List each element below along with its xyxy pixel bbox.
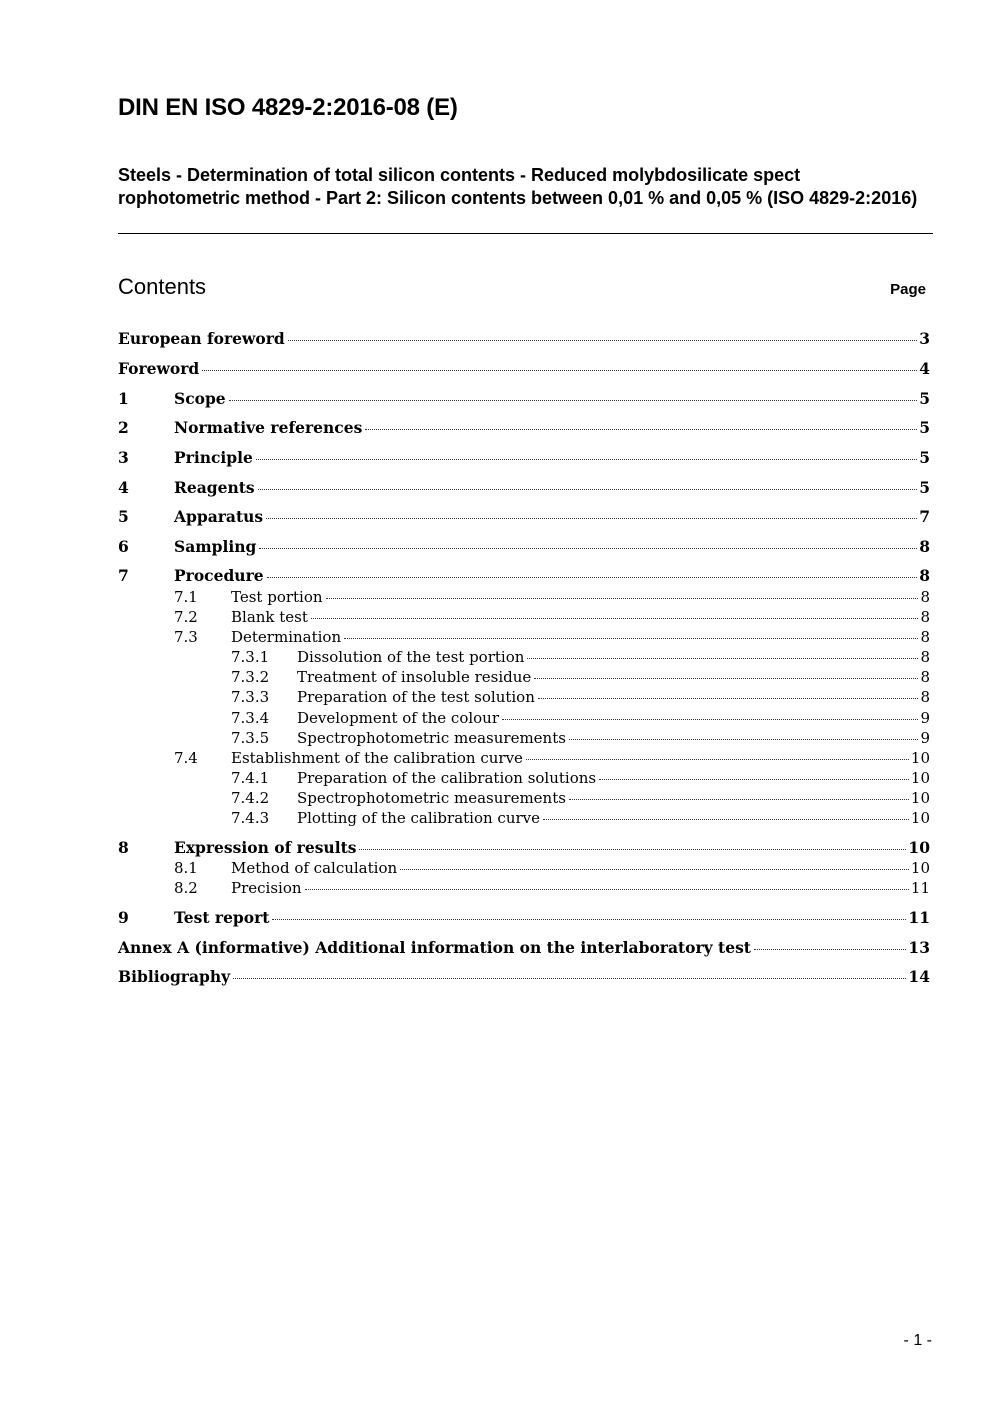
toc-entry-label: Plotting of the calibration curve bbox=[297, 809, 541, 827]
page-column-heading: Page bbox=[890, 281, 926, 298]
toc-entry-number: 8.1 bbox=[174, 859, 198, 877]
dot-leader bbox=[229, 400, 918, 401]
toc-entry-number: 7.3.5 bbox=[231, 729, 270, 747]
toc-subsubentry[interactable] bbox=[118, 728, 930, 748]
toc-entry-number: 7.4 bbox=[174, 749, 198, 767]
toc-entry-page: 8 bbox=[920, 688, 930, 706]
toc-entry-label: Dissolution of the test portion bbox=[297, 648, 525, 666]
toc-entry-label: Development of the colour bbox=[297, 709, 500, 727]
toc-entry-label: Principle bbox=[174, 448, 253, 467]
toc-entry-number: 2 bbox=[118, 418, 129, 437]
toc-entry-label: Expression of results bbox=[174, 838, 357, 857]
toc-subentry[interactable] bbox=[118, 627, 930, 647]
toc-entry-page: 10 bbox=[910, 809, 930, 827]
toc-entry-page: 11 bbox=[910, 879, 930, 897]
toc-entry-number: 1 bbox=[118, 389, 129, 408]
toc-entry-number: 7.4.1 bbox=[231, 769, 270, 787]
toc-entry-number: 8.2 bbox=[174, 879, 198, 897]
toc-entry-page: 8 bbox=[920, 628, 930, 646]
toc-entry-page: 5 bbox=[919, 418, 930, 437]
toc-entry-number: 7 bbox=[118, 566, 129, 585]
toc-entry-label: Blank test bbox=[231, 608, 308, 626]
toc-subsubentry[interactable] bbox=[118, 708, 930, 728]
dot-leader bbox=[754, 949, 906, 950]
toc-entry-number: 7.2 bbox=[174, 608, 198, 626]
toc-entry[interactable] bbox=[118, 478, 930, 498]
dot-leader bbox=[202, 370, 917, 371]
toc-entry-label: Test portion bbox=[231, 588, 323, 606]
toc-subsubentry[interactable] bbox=[118, 768, 930, 788]
toc-entry-label: Sampling bbox=[174, 537, 257, 556]
dot-leader bbox=[526, 759, 909, 760]
toc-subsubentry[interactable] bbox=[118, 687, 930, 707]
toc-entry-number: 3 bbox=[118, 448, 129, 467]
toc-entry-label: Bibliography bbox=[118, 967, 231, 986]
toc-entry-label: Preparation of the calibration solutions bbox=[297, 769, 597, 787]
toc-entry-page: 8 bbox=[920, 588, 930, 606]
toc-subentry[interactable] bbox=[118, 607, 930, 627]
toc-entry-page: 13 bbox=[908, 938, 930, 957]
toc-entry-page: 10 bbox=[910, 749, 930, 767]
toc-entry-number: 5 bbox=[118, 507, 129, 526]
dot-leader bbox=[502, 719, 918, 720]
toc-entry-page: 10 bbox=[910, 769, 930, 787]
toc-entry[interactable] bbox=[118, 329, 930, 349]
dot-leader bbox=[233, 978, 906, 979]
toc-entry-page: 8 bbox=[920, 648, 930, 666]
toc-entry-page: 4 bbox=[919, 359, 930, 378]
toc-subentry[interactable] bbox=[118, 878, 930, 898]
dot-leader bbox=[267, 577, 918, 578]
toc-entry-page: 9 bbox=[920, 709, 930, 727]
toc-entry-label: Reagents bbox=[174, 478, 255, 497]
toc-entry-label: Preparation of the test solution bbox=[297, 688, 535, 706]
toc-entry[interactable] bbox=[118, 507, 930, 527]
dot-leader bbox=[259, 548, 917, 549]
toc-entry-label: Establishment of the calibration curve bbox=[231, 749, 523, 767]
toc-entry-page: 14 bbox=[908, 967, 930, 986]
toc-entry[interactable] bbox=[118, 537, 930, 557]
toc-entry-label: Determination bbox=[231, 628, 342, 646]
document-id: DIN EN ISO 4829-2:2016-08 (E) bbox=[118, 94, 458, 121]
title-divider bbox=[118, 233, 933, 234]
toc-entry[interactable] bbox=[118, 448, 930, 468]
toc-subentry[interactable] bbox=[118, 748, 930, 768]
toc-entry-label: European foreword bbox=[118, 329, 285, 348]
toc-entry-label: Method of calculation bbox=[231, 859, 398, 877]
toc-entry-page: 3 bbox=[919, 329, 930, 348]
toc-entry-label: Spectrophotometric measurements bbox=[297, 789, 566, 807]
dot-leader bbox=[359, 849, 906, 850]
toc-entry-number: 7.1 bbox=[174, 588, 198, 606]
toc-entry-label: Annex A (informative) Additional information on the interlaboratory test bbox=[118, 938, 751, 957]
toc-subsubentry[interactable] bbox=[118, 788, 930, 808]
toc-entry[interactable] bbox=[118, 938, 930, 958]
toc-entry-page: 5 bbox=[919, 448, 930, 467]
dot-leader bbox=[538, 698, 919, 699]
toc-entry-label: Treatment of insoluble residue bbox=[297, 668, 532, 686]
contents-heading: Contents bbox=[118, 274, 207, 299]
toc-entry-label: Procedure bbox=[174, 566, 264, 585]
dot-leader bbox=[305, 889, 909, 890]
dot-leader bbox=[256, 459, 917, 460]
dot-leader bbox=[527, 658, 918, 659]
toc-entry[interactable] bbox=[118, 566, 930, 586]
toc-entry-number: 7.3.1 bbox=[231, 648, 270, 666]
dot-leader bbox=[569, 799, 909, 800]
toc-entry-page: 9 bbox=[920, 729, 930, 747]
toc-entry-page: 5 bbox=[919, 389, 930, 408]
toc-subsubentry[interactable] bbox=[118, 808, 930, 828]
dot-leader bbox=[344, 638, 918, 639]
toc-entry-number: 8 bbox=[118, 838, 129, 857]
toc-entry-number: 7.4.2 bbox=[231, 789, 270, 807]
toc-entry-page: 11 bbox=[908, 908, 930, 927]
toc-entry-page: 10 bbox=[910, 859, 930, 877]
dot-leader bbox=[400, 869, 909, 870]
toc-subentry[interactable] bbox=[118, 587, 930, 607]
toc-entry-number: 7.3.3 bbox=[231, 688, 270, 706]
toc-entry-page: 10 bbox=[908, 838, 930, 857]
toc-entry[interactable] bbox=[118, 967, 930, 987]
dot-leader bbox=[311, 618, 919, 619]
toc-entry-number: 7.3.4 bbox=[231, 709, 270, 727]
dot-leader bbox=[288, 340, 917, 341]
toc-entry[interactable] bbox=[118, 359, 930, 379]
toc-entry-label: Spectrophotometric measurements bbox=[297, 729, 566, 747]
dot-leader bbox=[365, 429, 917, 430]
toc-entry[interactable] bbox=[118, 389, 930, 409]
toc-entry-page: 8 bbox=[920, 608, 930, 626]
toc-subsubentry[interactable] bbox=[118, 667, 930, 687]
toc-entry-label: Foreword bbox=[118, 359, 200, 378]
toc-entry-number: 7.3.2 bbox=[231, 668, 270, 686]
toc-entry-page: 7 bbox=[919, 507, 930, 526]
dot-leader bbox=[534, 678, 918, 679]
toc-entry[interactable] bbox=[118, 838, 930, 858]
dot-leader bbox=[599, 779, 909, 780]
toc-entry-label: Normative references bbox=[174, 418, 363, 437]
toc-subentry[interactable] bbox=[118, 858, 930, 878]
dot-leader bbox=[258, 489, 918, 490]
toc-entry-page: 5 bbox=[919, 478, 930, 497]
toc-entry-page: 8 bbox=[920, 668, 930, 686]
toc-entry-label: Apparatus bbox=[174, 507, 264, 526]
toc-entry-page: 10 bbox=[910, 789, 930, 807]
page-number: - 1 - bbox=[903, 1332, 932, 1349]
toc-entry-label: Precision bbox=[231, 879, 302, 897]
toc-subsubentry[interactable] bbox=[118, 647, 930, 667]
dot-leader bbox=[326, 598, 919, 599]
toc-entry-page: 8 bbox=[919, 566, 930, 585]
dot-leader bbox=[569, 739, 919, 740]
dot-leader bbox=[543, 819, 909, 820]
toc-entry[interactable] bbox=[118, 418, 930, 438]
toc-entry-label: Scope bbox=[174, 389, 226, 408]
dot-leader bbox=[272, 919, 906, 920]
toc-entry-label: Test report bbox=[174, 908, 270, 927]
toc-entry[interactable] bbox=[118, 908, 930, 928]
toc-entry-number: 4 bbox=[118, 478, 129, 497]
toc-entry-number: 7.4.3 bbox=[231, 809, 270, 827]
document-title: Steels - Determination of total silicon contents - Reduced molybdosilicate spect rophotometric method - Part 2: Silicon contents between 0,01 % and 0,05 % (ISO 4829-2:2016) bbox=[118, 165, 918, 208]
toc-entry-page: 8 bbox=[919, 537, 930, 556]
toc-entry-number: 6 bbox=[118, 537, 129, 556]
dot-leader bbox=[266, 518, 917, 519]
toc-entry-number: 7.3 bbox=[174, 628, 198, 646]
toc-entry-number: 9 bbox=[118, 908, 129, 927]
